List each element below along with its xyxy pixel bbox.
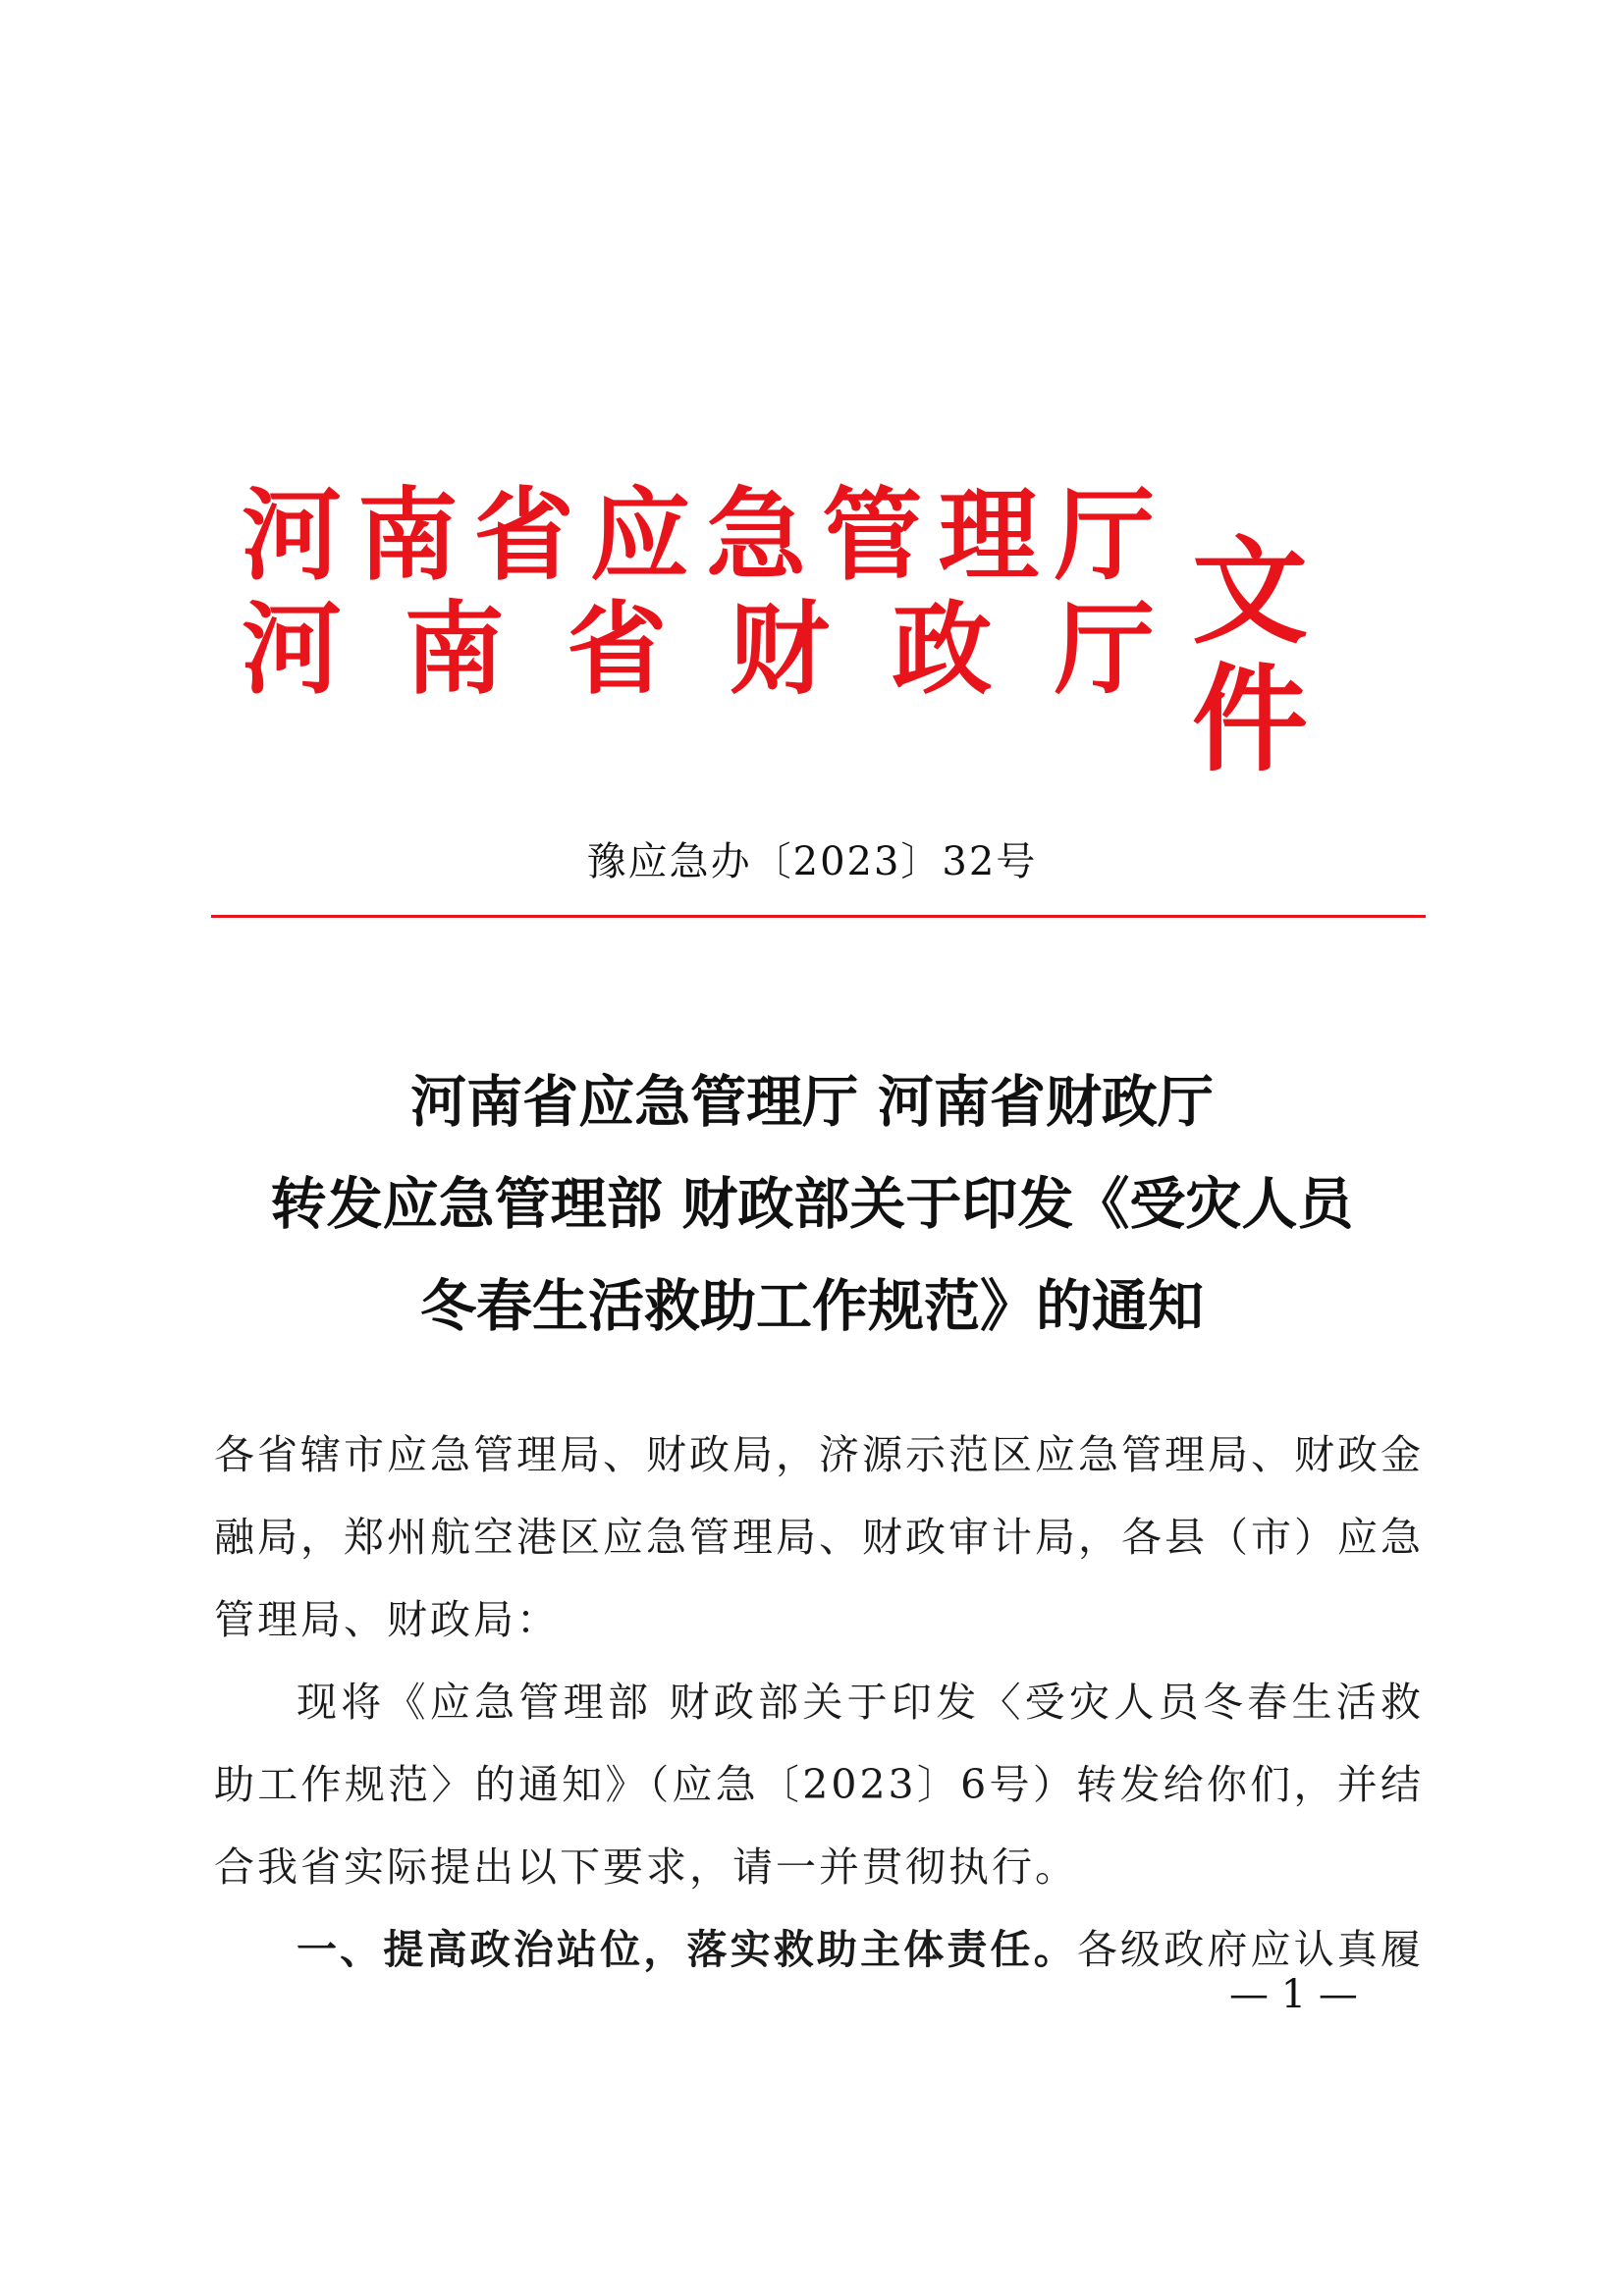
issuer-line-finance-department xyxy=(242,591,1155,709)
paragraph-line: 现将《应急管理部 财政部关于印发〈受灾人员冬春生活救 xyxy=(297,1679,1424,1726)
title-line: 冬春生活救助工作规范》的通知 xyxy=(420,1273,1204,1339)
issuer-char: 省 xyxy=(473,477,574,595)
issuer-char: 理 xyxy=(938,477,1039,595)
page-number: — 1 — xyxy=(1229,1972,1358,2017)
addressee-line: 融局，郑州航空港区应急管理局、财政审计局，各县（市）应急 xyxy=(214,1514,1424,1561)
document-title xyxy=(0,1068,1624,1374)
issuer-char: 急 xyxy=(706,477,807,595)
addressee-line: 管理局、财政局： xyxy=(214,1596,560,1643)
issuer-char: 应 xyxy=(589,477,690,595)
title-line: 转发应急管理部 财政部关于印发《受灾人员 xyxy=(270,1171,1354,1237)
issuer-char: 河 xyxy=(242,591,342,709)
issuer-char: 南 xyxy=(404,591,505,709)
issuer-char: 政 xyxy=(892,591,993,709)
issuer-char: 财 xyxy=(729,591,830,709)
document-suffix: 文件 xyxy=(1192,523,1311,787)
issuer-char: 厅 xyxy=(1054,591,1155,709)
issuer-char: 厅 xyxy=(1054,477,1155,595)
issuer-char: 南 xyxy=(357,477,459,595)
issuer-char: 河 xyxy=(242,477,342,595)
paragraph-line: 合我省实际提出以下要求，请一并贯彻执行。 xyxy=(214,1843,1078,1891)
section-1-text: 各级政府应认真履 xyxy=(1076,1926,1425,1973)
red-divider xyxy=(211,915,1426,918)
addressee-line: 各省辖市应急管理局、财政局，济源示范区应急管理局、财政金 xyxy=(214,1431,1424,1478)
issuer-line-emergency-department xyxy=(242,477,1155,595)
issuer-char: 省 xyxy=(567,591,668,709)
section-1-heading: 一、提高政治站位，落实救助主体责任。 xyxy=(297,1926,1077,1973)
paragraph-line: 助工作规范〉的通知》（应急〔2023〕6号）转发给你们，并结 xyxy=(214,1761,1424,1808)
issuer-char: 管 xyxy=(822,477,923,595)
issuer-header xyxy=(242,477,1400,787)
document-body xyxy=(214,1414,1424,1991)
title-line: 河南省应急管理厅 河南省财政厅 xyxy=(410,1069,1214,1135)
document-number: 豫应急办〔2023〕32号 xyxy=(586,839,1038,884)
